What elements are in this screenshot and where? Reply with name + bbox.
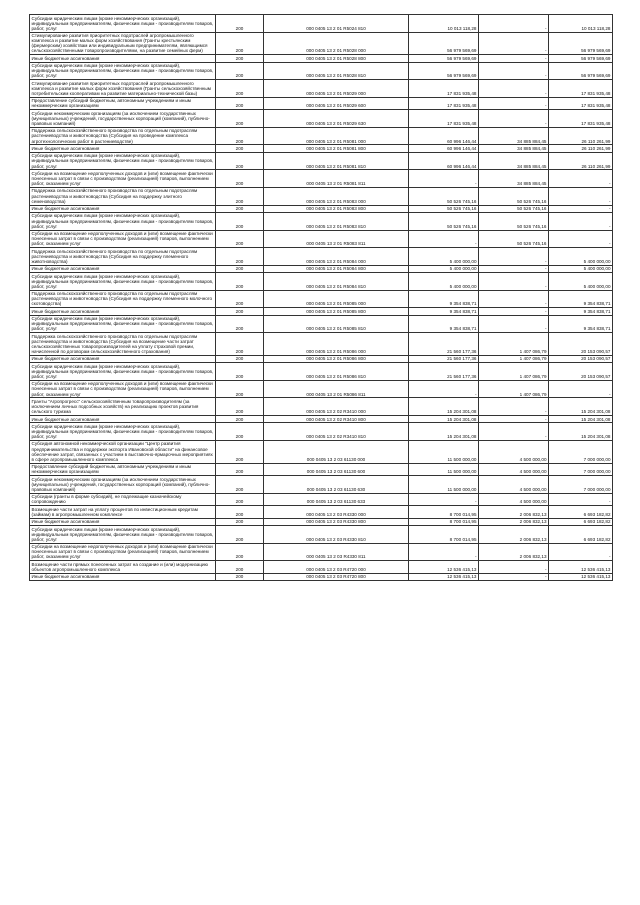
row-remaining-amount: 6 693 182,82	[549, 518, 613, 525]
table-row	[30, 493, 613, 505]
row-executed-amount: 2 006 832,13	[479, 543, 549, 561]
row-name: Субсидии юридическим лицам (кроме некоммерческих организаций), индивидуальным предпринимателям, физическим лицам - производителям товаров, работ, услуг	[30, 273, 216, 291]
table-row	[30, 32, 613, 55]
row-name: Поддержка сельскохозяйственного производства по отдельным подотраслям растениеводства и животноводства (Субсидия на проведение комплекса агротехнологических работ в растениеводстве)	[30, 127, 216, 145]
row-budget-code: 000 0405 13 2 01 R5028 810	[264, 62, 409, 80]
row-code: 200	[216, 15, 264, 33]
table-row	[30, 205, 613, 212]
row-remaining-amount: 20 153 090,57	[549, 333, 613, 356]
row-code: 200	[216, 230, 264, 248]
row-name: Иные бюджетные ассигнования	[30, 145, 216, 152]
row-approved-amount: 50 526 745,16	[409, 205, 479, 212]
row-executed-amount: 2 006 832,13	[479, 518, 549, 525]
row-approved-amount: 15 204 301,08	[409, 416, 479, 423]
table-row	[30, 526, 613, 544]
row-remaining-amount: 15 204 301,08	[549, 416, 613, 423]
row-budget-code: 000 0405 13 2 01 R5024 810	[264, 15, 409, 33]
row-name: Иные бюджетные ассигнования	[30, 416, 216, 423]
row-executed-amount: -	[479, 55, 549, 62]
row-code: 200	[216, 170, 264, 188]
row-budget-code: 000 0405 13 2 03 R4330 811	[264, 543, 409, 561]
row-name: Предоставление субсидий бюджетным, автономным учреждениям и иным некоммерческим организациям	[30, 97, 216, 109]
row-remaining-amount: -	[549, 230, 613, 248]
row-approved-amount: 9 354 838,71	[409, 315, 479, 333]
row-name: Субсидии юридическим лицам (кроме некоммерческих организаций), индивидуальным предпринимателям, физическим лицам - производителям товаров, работ, услуг	[30, 62, 216, 80]
row-name: Субсидии юридическим лицам (кроме некоммерческих организаций), индивидуальным предпринимателям, физическим лицам - производителям товаров, работ, услуг	[30, 526, 216, 544]
row-remaining-amount: -	[549, 380, 613, 398]
row-code: 200	[216, 308, 264, 315]
row-approved-amount: -	[409, 380, 479, 398]
table-row	[30, 230, 613, 248]
row-code: 200	[216, 212, 264, 230]
row-code: 200	[216, 416, 264, 423]
row-executed-amount: -	[479, 62, 549, 80]
row-remaining-amount: 6 693 182,82	[549, 506, 613, 518]
row-approved-amount: 17 831 935,48	[409, 80, 479, 98]
row-executed-amount: 34 885 884,45	[479, 127, 549, 145]
row-code: 200	[216, 543, 264, 561]
row-executed-amount: -	[479, 80, 549, 98]
row-executed-amount: 50 526 745,16	[479, 212, 549, 230]
row-budget-code: 000 0405 13 2 01 R5083 810	[264, 212, 409, 230]
row-code: 200	[216, 205, 264, 212]
row-budget-code: 000 0405 13 2 01 R5083 000	[264, 187, 409, 205]
row-approved-amount: 5 400 000,00	[409, 248, 479, 266]
row-executed-amount: -	[479, 32, 549, 55]
table-row	[30, 355, 613, 362]
row-code: 200	[216, 476, 264, 494]
row-approved-amount: -	[409, 170, 479, 188]
table-row	[30, 561, 613, 573]
row-remaining-amount: 10 013 118,28	[549, 15, 613, 33]
table-row	[30, 80, 613, 98]
row-code: 200	[216, 265, 264, 272]
row-remaining-amount: 9 354 838,71	[549, 315, 613, 333]
row-name: Субсидии юридическим лицам (кроме некоммерческих организаций), индивидуальным предпринимателям, физическим лицам - производителям товаров, работ, услуг	[30, 423, 216, 441]
table-row	[30, 476, 613, 494]
row-code: 200	[216, 32, 264, 55]
row-code: 200	[216, 561, 264, 573]
row-executed-amount: -	[479, 97, 549, 109]
row-budget-code: 000 0405 13 2 01 R5083 811	[264, 230, 409, 248]
row-remaining-amount: 20 153 090,57	[549, 355, 613, 362]
row-executed-amount: 34 885 884,45	[479, 145, 549, 152]
table-row	[30, 423, 613, 441]
row-remaining-amount: 9 354 838,71	[549, 308, 613, 315]
row-budget-code: 000 0405 13 2 01 R5084 800	[264, 265, 409, 272]
table-row	[30, 127, 613, 145]
row-code: 200	[216, 573, 264, 580]
row-approved-amount: 12 536 415,13	[409, 561, 479, 573]
row-executed-amount: -	[479, 273, 549, 291]
row-remaining-amount: 26 110 261,99	[549, 152, 613, 170]
row-approved-amount: 60 996 146,44	[409, 127, 479, 145]
row-name: Возмещение части прямых понесенных затрат на создание и (или) модернизацию объектов агропромышленного комплекса	[30, 561, 216, 573]
row-budget-code: 000 0405 13 2 03 61130 630	[264, 476, 409, 494]
row-code: 200	[216, 55, 264, 62]
row-budget-code: 000 0405 13 2 01 R5028 000	[264, 32, 409, 55]
row-approved-amount: 12 536 415,13	[409, 573, 479, 580]
row-remaining-amount: 17 831 935,48	[549, 97, 613, 109]
row-approved-amount: 50 526 745,16	[409, 187, 479, 205]
row-name: Иные бюджетные ассигнования	[30, 55, 216, 62]
row-remaining-amount: 5 400 000,00	[549, 265, 613, 272]
row-budget-code: 000 0405 13 2 01 R5028 800	[264, 55, 409, 62]
row-approved-amount: 21 560 177,36	[409, 355, 479, 362]
table-row	[30, 273, 613, 291]
row-approved-amount: -	[409, 493, 479, 505]
row-name: Стимулирование развития приоритетных подотраслей агропромышленного комплекса и развитие малых форм хозяйствования (Гранты крестьянским (фермерским) хозяйствам или индивидуальным предпринимателям, являющимся сельскохозяйственными товаропроизводителями, на развитие семейных ферм)	[30, 32, 216, 55]
row-remaining-amount: -	[549, 212, 613, 230]
table-row	[30, 308, 613, 315]
row-code: 200	[216, 110, 264, 128]
row-remaining-amount: -	[549, 205, 613, 212]
row-approved-amount: 11 500 000,00	[409, 440, 479, 463]
row-code: 200	[216, 97, 264, 109]
row-approved-amount: 21 560 177,36	[409, 333, 479, 356]
row-executed-amount: 2 006 832,13	[479, 506, 549, 518]
row-remaining-amount: 12 536 415,13	[549, 573, 613, 580]
table-row	[30, 110, 613, 128]
table-row	[30, 187, 613, 205]
row-budget-code: 000 0405 13 2 01 R5084 000	[264, 248, 409, 266]
row-code: 200	[216, 363, 264, 381]
row-name: Иные бюджетные ассигнования	[30, 308, 216, 315]
row-remaining-amount: 6 693 182,82	[549, 526, 613, 544]
row-budget-code: 000 0405 13 2 01 R5081 800	[264, 145, 409, 152]
row-budget-code: 000 0405 13 2 01 R5083 800	[264, 205, 409, 212]
row-remaining-amount: 5 400 000,00	[549, 248, 613, 266]
row-name: Иные бюджетные ассигнования	[30, 265, 216, 272]
row-code: 200	[216, 526, 264, 544]
row-approved-amount: 10 013 118,28	[409, 15, 479, 33]
row-budget-code: 000 0405 13 2 01 R5086 000	[264, 333, 409, 356]
row-name: Субсидии юридическим лицам (кроме некоммерческих организаций), индивидуальным предпринимателям, физическим лицам - производителям товаров, работ, услуг	[30, 212, 216, 230]
row-budget-code: 000 0405 13 2 03 61130 633	[264, 493, 409, 505]
budget-table-body	[30, 15, 613, 581]
row-code: 200	[216, 62, 264, 80]
row-code: 200	[216, 152, 264, 170]
row-executed-amount: -	[479, 248, 549, 266]
row-approved-amount: 11 500 000,00	[409, 476, 479, 494]
row-remaining-amount: -	[549, 187, 613, 205]
row-name: Субсидии юридическим лицам (кроме некоммерческих организаций), индивидуальным предпринимателям, физическим лицам - производителям товаров, работ, услуг	[30, 363, 216, 381]
table-row	[30, 398, 613, 416]
row-executed-amount: -	[479, 290, 549, 308]
row-name: Субсидии юридическим лицам (кроме некоммерческих организаций), индивидуальным предпринимателям, физическим лицам - производителям товаров, работ, услуг	[30, 315, 216, 333]
row-name: Субсидии на возмещение недополученных доходов и (или) возмещение фактически понесенных затрат в связи с производством (реализацией) товаров, выполнением работ, оказанием услуг	[30, 380, 216, 398]
row-executed-amount: -	[479, 315, 549, 333]
row-code: 200	[216, 248, 264, 266]
row-code: 200	[216, 290, 264, 308]
row-executed-amount: 1 407 086,79	[479, 355, 549, 362]
row-approved-amount: 21 560 177,36	[409, 363, 479, 381]
row-remaining-amount: 56 979 569,69	[549, 32, 613, 55]
row-remaining-amount: 15 204 301,08	[549, 398, 613, 416]
row-name: Субсидии на возмещение недополученных доходов и (или) возмещение фактически понесенных затрат в связи с производством (реализацией) товаров, выполнением работ, оказанием услуг	[30, 230, 216, 248]
row-name: Иные бюджетные ассигнования	[30, 355, 216, 362]
row-code: 200	[216, 187, 264, 205]
row-budget-code: 000 0405 13 2 01 R5085 000	[264, 290, 409, 308]
row-budget-code: 000 0405 13 2 01 R5085 800	[264, 308, 409, 315]
row-budget-code: 000 0405 13 2 01 R5029 630	[264, 110, 409, 128]
row-approved-amount: 17 831 935,48	[409, 97, 479, 109]
row-approved-amount: 50 526 745,16	[409, 212, 479, 230]
row-approved-amount: 8 700 014,95	[409, 506, 479, 518]
row-code: 200	[216, 440, 264, 463]
row-approved-amount: 15 204 301,08	[409, 423, 479, 441]
table-row	[30, 145, 613, 152]
row-executed-amount: 1 407 086,79	[479, 380, 549, 398]
row-approved-amount: 8 700 014,95	[409, 526, 479, 544]
row-executed-amount: 4 500 000,00	[479, 493, 549, 505]
row-approved-amount: 5 400 000,00	[409, 265, 479, 272]
row-budget-code: 000 0405 13 2 01 R5086 810	[264, 363, 409, 381]
row-remaining-amount: 20 153 090,57	[549, 363, 613, 381]
row-remaining-amount: 5 400 000,00	[549, 273, 613, 291]
table-row	[30, 212, 613, 230]
row-remaining-amount: 7 000 000,00	[549, 463, 613, 475]
row-name: Возмещение части затрат на уплату процентов по инвестиционным кредитам (займам) в агропромышленном комплексе	[30, 506, 216, 518]
table-row	[30, 265, 613, 272]
row-executed-amount: 50 526 745,16	[479, 205, 549, 212]
row-remaining-amount: -	[549, 170, 613, 188]
row-remaining-amount: 56 979 569,69	[549, 55, 613, 62]
row-approved-amount: 56 979 569,69	[409, 62, 479, 80]
row-code: 200	[216, 315, 264, 333]
row-budget-code: 000 0405 13 2 01 R5085 810	[264, 315, 409, 333]
row-executed-amount: 50 526 745,16	[479, 187, 549, 205]
row-code: 200	[216, 355, 264, 362]
row-executed-amount: 4 500 000,00	[479, 463, 549, 475]
row-name: Субсидии некоммерческим организациям (за исключением государственных (муниципальных) учреждений, государственных корпораций (компаний), публично-правовых компаний)	[30, 110, 216, 128]
row-executed-amount: -	[479, 15, 549, 33]
row-name: Иные бюджетные ассигнования	[30, 518, 216, 525]
table-row	[30, 416, 613, 423]
table-row	[30, 62, 613, 80]
row-approved-amount: -	[409, 543, 479, 561]
row-approved-amount: 56 979 569,69	[409, 55, 479, 62]
table-row	[30, 506, 613, 518]
row-executed-amount: 1 407 086,79	[479, 333, 549, 356]
row-name: Предоставление субсидий бюджетным, автономным учреждениям и иным некоммерческим организациям	[30, 463, 216, 475]
row-name: Субсидии на возмещение недополученных доходов и (или) возмещение фактически понесенных затрат в связи с производством (реализацией) товаров, выполнением работ, оказанием услуг	[30, 170, 216, 188]
row-remaining-amount: 15 204 301,08	[549, 423, 613, 441]
row-name: Стимулирование развития приоритетных подотраслей агропромышленного комплекса и развитие малых форм хозяйствования (Гранты сельскохозяйственным потребительским кооперативам на развитие материально-технической базы)	[30, 80, 216, 98]
row-code: 200	[216, 423, 264, 441]
table-row	[30, 518, 613, 525]
row-name: Субсидия автономной некоммерческой организации "Центр развития предпринимательства и поддержки экспорта Ивановской области" на финансовое обеспечение затрат, связанных с участием в выставочно-ярмарочных мероприятиях в сфере агропромышленного комплекса	[30, 440, 216, 463]
row-code: 200	[216, 518, 264, 525]
row-remaining-amount: -	[549, 493, 613, 505]
row-executed-amount: 34 885 884,45	[479, 152, 549, 170]
row-remaining-amount: 9 354 838,71	[549, 290, 613, 308]
table-row	[30, 363, 613, 381]
row-budget-code: 000 0405 13 2 01 R5029 000	[264, 80, 409, 98]
row-budget-code: 000 0405 13 2 03 R4330 800	[264, 518, 409, 525]
row-approved-amount: 8 700 014,95	[409, 518, 479, 525]
row-executed-amount: -	[479, 265, 549, 272]
row-executed-amount: -	[479, 561, 549, 573]
row-budget-code: 000 0405 13 2 01 R5084 810	[264, 273, 409, 291]
row-budget-code: 000 0405 13 2 01 R5081 000	[264, 127, 409, 145]
row-executed-amount: 4 500 000,00	[479, 476, 549, 494]
row-approved-amount: 9 354 838,71	[409, 290, 479, 308]
row-remaining-amount: 7 000 000,00	[549, 440, 613, 463]
row-approved-amount: 9 354 838,71	[409, 308, 479, 315]
table-row	[30, 170, 613, 188]
row-name: Поддержка сельскохозяйственного производства по отдельным подотраслям растениеводства и животноводства (Субсидия на поддержку элитного семеноводства)	[30, 187, 216, 205]
row-budget-code: 000 0405 13 2 01 R5029 600	[264, 97, 409, 109]
row-name: Субсидии юридическим лицам (кроме некоммерческих организаций), индивидуальным предпринимателям, физическим лицам - производителям товаров, работ, услуг	[30, 15, 216, 33]
row-name: Иные бюджетные ассигнования	[30, 205, 216, 212]
row-budget-code: 000 0405 13 2 02 R3410 810	[264, 423, 409, 441]
row-budget-code: 000 0405 13 2 01 R5086 800	[264, 355, 409, 362]
row-budget-code: 000 0405 13 2 03 R4720 000	[264, 561, 409, 573]
row-approved-amount: 5 400 000,00	[409, 273, 479, 291]
row-budget-code: 000 0405 13 2 03 R4720 800	[264, 573, 409, 580]
row-budget-code: 000 0405 13 2 03 R4330 810	[264, 526, 409, 544]
row-name: Гранты "Агропрогресс" сельскохозяйственным товаропроизводителям (за исключением личных подсобных хозяйств) на реализацию проектов развития сельского туризма	[30, 398, 216, 416]
row-remaining-amount: 26 110 261,99	[549, 127, 613, 145]
table-row	[30, 55, 613, 62]
table-row	[30, 543, 613, 561]
budget-table	[29, 14, 613, 581]
table-row	[30, 248, 613, 266]
row-code: 200	[216, 80, 264, 98]
table-row	[30, 573, 613, 580]
row-name: Поддержка сельскохозяйственного производства по отдельным подотраслям растениеводства и животноводства (Субсидия на поддержку племенного животноводства)	[30, 248, 216, 266]
row-budget-code: 000 0405 13 2 01 R5081 810	[264, 152, 409, 170]
row-name: Поддержка сельскохозяйственного производства по отдельным подотраслям растениеводства и животноводства (Субсидия на возмещение части затрат сельскохозяйственных товаропроизводителей на уплату страховой премии, начисленной по договорам сельскохозяйственного страхования)	[30, 333, 216, 356]
row-executed-amount: -	[479, 573, 549, 580]
row-executed-amount: -	[479, 423, 549, 441]
table-row	[30, 440, 613, 463]
row-code: 200	[216, 145, 264, 152]
row-name: Иные бюджетные ассигнования	[30, 573, 216, 580]
row-code: 200	[216, 506, 264, 518]
row-executed-amount: 50 526 745,16	[479, 230, 549, 248]
row-name: Субсидии некоммерческим организациям (за исключением государственных (муниципальных) учреждений, государственных корпораций (компаний), публично-правовых компаний)	[30, 476, 216, 494]
row-executed-amount: 4 500 000,00	[479, 440, 549, 463]
table-row	[30, 315, 613, 333]
row-executed-amount: 34 885 884,45	[479, 170, 549, 188]
table-row	[30, 380, 613, 398]
row-name: Поддержка сельскохозяйственного производства по отдельным подотраслям растениеводства и животноводства (Субсидия на поддержку племенного молочного скотоводства)	[30, 290, 216, 308]
row-name: Субсидии на возмещение недополученных доходов и (или) возмещение фактически понесенных затрат в связи с производством (реализацией) товаров, выполнением работ, оказанием услуг	[30, 543, 216, 561]
row-budget-code: 000 0405 13 2 03 61130 600	[264, 463, 409, 475]
row-remaining-amount: 17 831 935,48	[549, 80, 613, 98]
row-budget-code: 000 0405 13 2 01 R5081 811	[264, 170, 409, 188]
row-code: 200	[216, 127, 264, 145]
row-remaining-amount: 17 831 935,48	[549, 110, 613, 128]
row-approved-amount: -	[409, 230, 479, 248]
row-remaining-amount: 7 000 000,00	[549, 476, 613, 494]
table-row	[30, 97, 613, 109]
table-row	[30, 15, 613, 33]
row-approved-amount: 15 204 301,08	[409, 398, 479, 416]
row-remaining-amount: 26 110 261,99	[549, 145, 613, 152]
row-code: 200	[216, 398, 264, 416]
row-approved-amount: 56 979 569,69	[409, 32, 479, 55]
row-executed-amount: -	[479, 110, 549, 128]
table-row	[30, 290, 613, 308]
row-executed-amount: 2 006 832,13	[479, 526, 549, 544]
table-row	[30, 333, 613, 356]
row-budget-code: 000 0405 13 2 01 R5086 811	[264, 380, 409, 398]
row-approved-amount: 11 500 000,00	[409, 463, 479, 475]
row-approved-amount: 17 831 935,48	[409, 110, 479, 128]
row-code: 200	[216, 333, 264, 356]
table-row	[30, 152, 613, 170]
row-approved-amount: 60 996 146,44	[409, 152, 479, 170]
row-name: Субсидии (гранты в форме субсидий), не подлежащие казначейскому сопровождению	[30, 493, 216, 505]
row-executed-amount: -	[479, 308, 549, 315]
row-budget-code: 000 0405 13 2 03 61130 000	[264, 440, 409, 463]
row-budget-code: 000 0405 13 2 02 R3410 800	[264, 416, 409, 423]
row-code: 200	[216, 493, 264, 505]
row-executed-amount: -	[479, 416, 549, 423]
row-remaining-amount: -	[549, 543, 613, 561]
row-code: 200	[216, 273, 264, 291]
row-budget-code: 000 0405 13 2 02 R3410 000	[264, 398, 409, 416]
row-name: Субсидии юридическим лицам (кроме некоммерческих организаций), индивидуальным предпринимателям, физическим лицам - производителям товаров, работ, услуг	[30, 152, 216, 170]
table-row	[30, 463, 613, 475]
row-executed-amount: -	[479, 398, 549, 416]
row-executed-amount: 1 407 086,79	[479, 363, 549, 381]
row-remaining-amount: 56 979 569,69	[549, 62, 613, 80]
row-approved-amount: 60 996 146,44	[409, 145, 479, 152]
row-code: 200	[216, 463, 264, 475]
row-budget-code: 000 0405 13 2 03 R4330 000	[264, 506, 409, 518]
row-code: 200	[216, 380, 264, 398]
row-remaining-amount: 12 536 415,13	[549, 561, 613, 573]
